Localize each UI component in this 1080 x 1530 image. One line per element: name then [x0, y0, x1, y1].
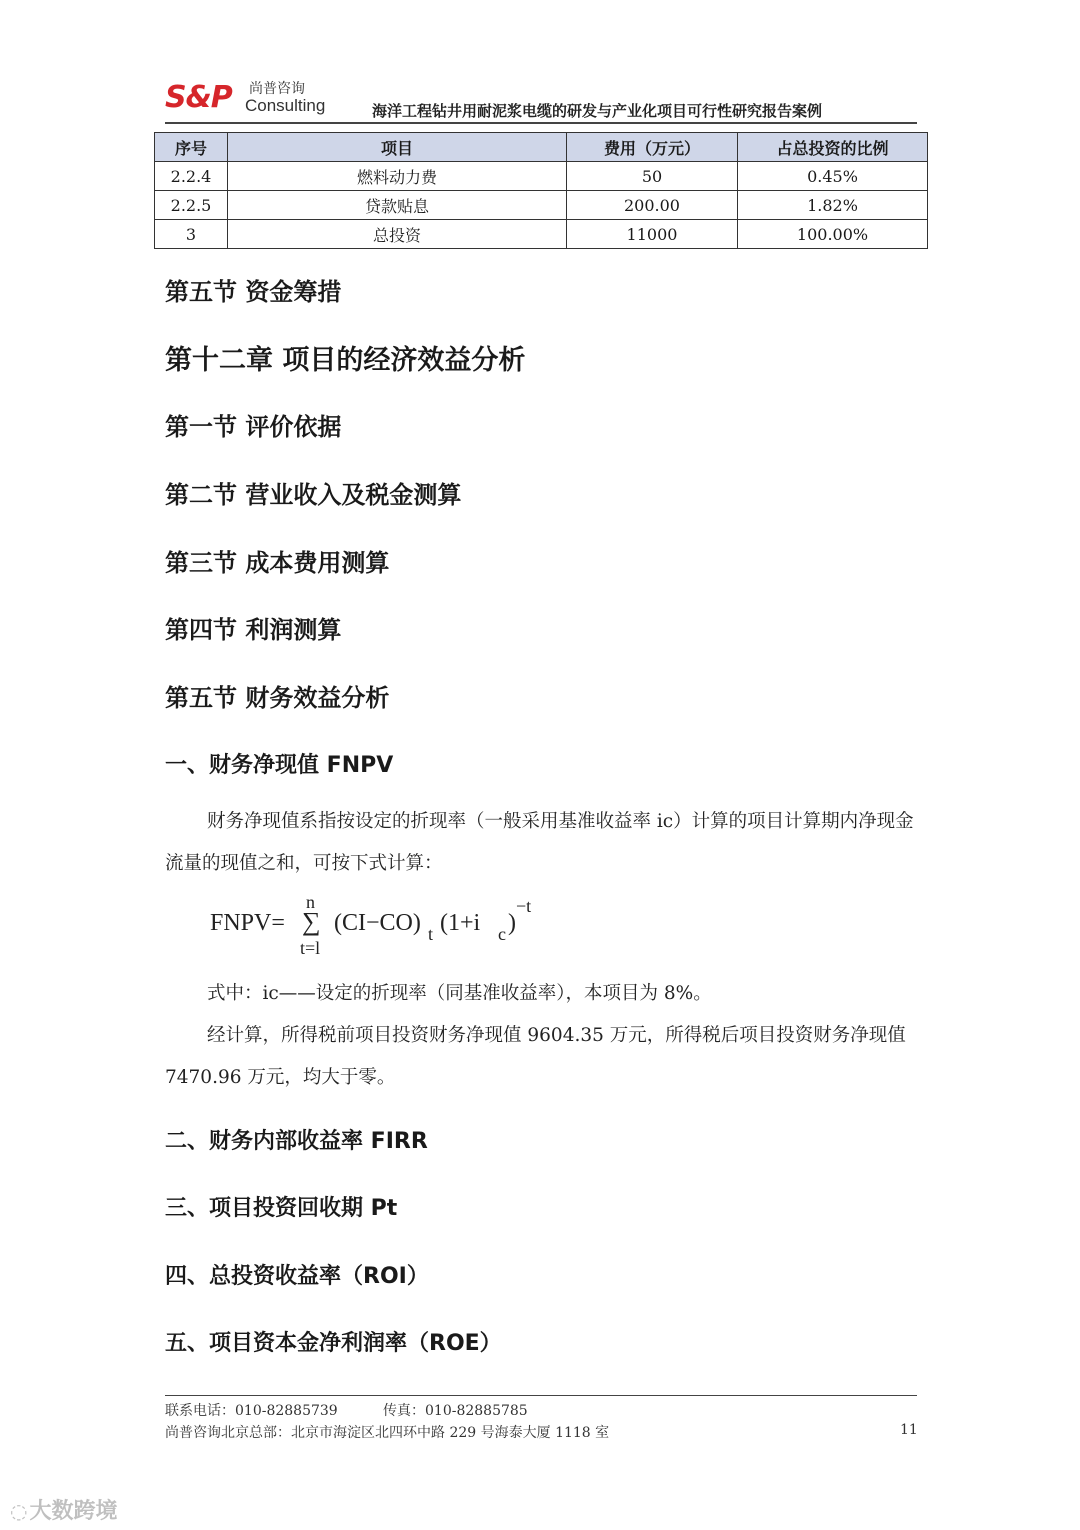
formula-cash-flow: (CI−CO) — [334, 910, 421, 936]
table-cell: 贷款贴息 — [228, 191, 567, 220]
table-cell: 11000 — [567, 220, 738, 249]
subheading-roe: 五、项目资本金净利润率（ROE） — [165, 1331, 502, 1356]
formula-sub-t: t — [428, 924, 434, 944]
formula-close-paren: ) — [508, 910, 516, 936]
paragraph-fnpv-result: 经计算，所得税前项目投资财务净现值 9604.35 万元，所得税后项目投资财务净现值 7470.96 万元，均大于零。 — [165, 1025, 906, 1088]
heading-cost: 第三节 成本费用测算 — [165, 549, 390, 577]
page-number: 11 — [900, 1422, 918, 1438]
paragraph-ic-note: 式中：ic——设定的折现率（同基准收益率），本项目为 8%。 — [207, 983, 712, 1004]
formula-exponent: −t — [516, 896, 532, 916]
heading-revenue-tax: 第二节 营业收入及税金测算 — [165, 481, 462, 509]
formula-lhs: FNPV= — [210, 910, 285, 936]
logo-sp-mark: S&P — [165, 80, 232, 115]
heading-profit: 第四节 利润测算 — [165, 616, 342, 644]
subheading-firr: 二、财务内部收益率 FIRR — [165, 1129, 428, 1154]
subheading-payback: 三、项目投资回收期 Pt — [165, 1196, 398, 1221]
watermark-text: 大数跨境 — [29, 1499, 118, 1524]
watermark — [10, 1494, 117, 1525]
table-cell: 50 — [567, 162, 738, 191]
company-logo — [165, 78, 330, 118]
subheading-fnpv: 一、财务净现值 FNPV — [165, 753, 394, 778]
column-header-index: 序号 — [155, 133, 228, 162]
heading-funding: 第五节 资金筹措 — [165, 278, 342, 306]
heading-evaluation-basis: 第一节 评价依据 — [165, 413, 342, 441]
subheading-roi: 四、总投资收益率（ROI） — [165, 1264, 429, 1289]
formula-sub-c: c — [498, 924, 506, 944]
column-header-ratio: 占总投资的比例 — [738, 133, 928, 162]
table-row — [155, 162, 928, 191]
table-cell: 3 — [155, 220, 228, 249]
table-row — [155, 191, 928, 220]
heading-financial-analysis: 第五节 财务效益分析 — [165, 684, 390, 712]
footer-address: 尚普咨询北京总部：北京市海淀区北四环中路 229 号海泰大厦 1118 室 — [165, 1425, 610, 1441]
chapter-title: 第十二章 项目的经济效益分析 — [165, 345, 526, 376]
formula-upper-limit: n — [306, 892, 315, 912]
table-cell: 2.2.5 — [155, 191, 228, 220]
formula-sigma: ∑ — [302, 907, 321, 936]
formula-lower-limit: t=l — [300, 938, 321, 958]
logo-cn-text: 尚普咨询 — [249, 81, 305, 97]
table-row — [155, 220, 928, 249]
column-header-item: 项目 — [228, 133, 567, 162]
table-cell: 2.2.4 — [155, 162, 228, 191]
column-header-cost: 费用（万元） — [567, 133, 738, 162]
table-cell: 燃料动力费 — [228, 162, 567, 191]
report-header-title: 海洋工程钻井用耐泥浆电缆的研发与产业化项目可行性研究报告案例 — [372, 102, 823, 120]
footer-phone: 联系电话：010-82885739 — [165, 1403, 338, 1419]
footer-divider — [165, 1395, 917, 1396]
table-cell: 0.45% — [738, 162, 928, 191]
table-header-row — [155, 133, 928, 162]
table-cell: 200.00 — [567, 191, 738, 220]
fnpv-formula — [210, 892, 610, 968]
formula-discount: (1+i — [440, 910, 481, 936]
watermark-chat-icon: ◌ — [10, 1499, 28, 1523]
logo-en-text: Consulting — [245, 96, 326, 115]
table-cell: 1.82% — [738, 191, 928, 220]
table-cell: 100.00% — [738, 220, 928, 249]
paragraph-fnpv-definition: 财务净现值系指按设定的折现率（一般采用基准收益率 ic）计算的项目计算期内净现金流量的现值之和，可按下式计算： — [165, 811, 914, 874]
table-cell: 总投资 — [228, 220, 567, 249]
footer-fax: 传真：010-82885785 — [383, 1403, 528, 1419]
header-divider — [165, 122, 917, 124]
investment-cost-table — [154, 132, 928, 249]
